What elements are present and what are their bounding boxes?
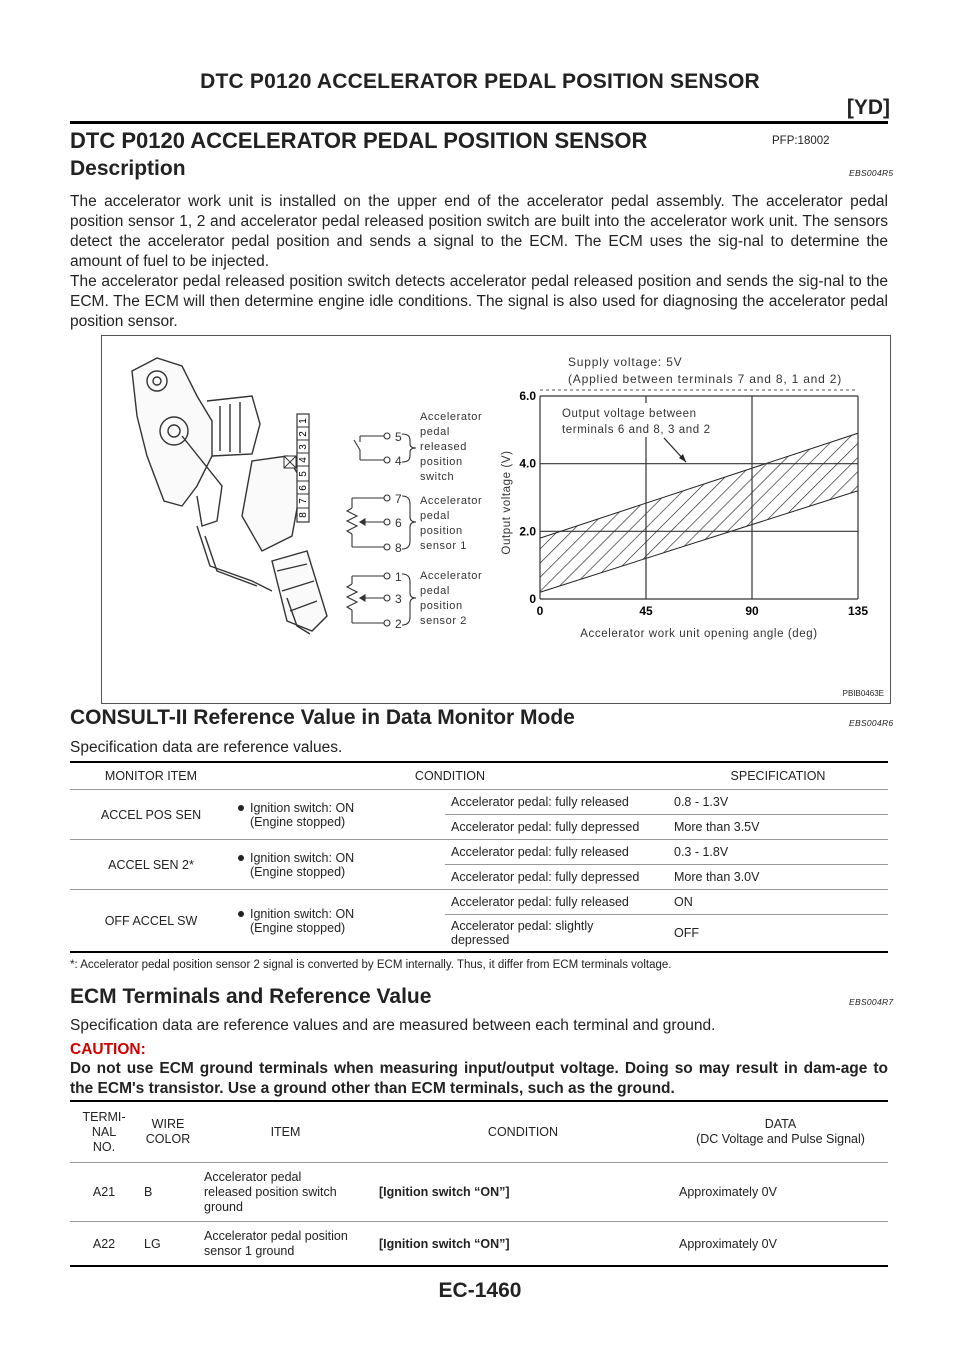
y-tick-label: 6.0 [519,389,536,403]
table-row [70,1222,888,1267]
connector-pin-6: 6 [298,485,309,491]
sensor1-label-line: position [420,525,463,537]
consult-code: EBS004R6 [849,718,894,728]
monitor-item: ACCEL POS SEN [70,790,232,840]
part-number: PFP:18002 [772,135,830,147]
wire-color: LG [138,1222,198,1267]
y-tick-label: 4.0 [519,456,536,471]
header-rule [70,121,888,124]
output-voltage-chart [501,355,868,640]
item: Accelerator pedal released position switch ground [198,1163,373,1222]
ecm-intro: Specification data are reference values and are measured between each terminal and ground. [70,1017,716,1034]
condition-cell [232,790,445,840]
connector-pin-2: 2 [298,431,309,437]
sensor2-pin-1: 1 [395,570,402,584]
col-data: DATA (DC Voltage and Pulse Signal) [673,1101,888,1163]
x-tick-label: 0 [536,604,544,618]
annotation-line: Output voltage between [562,408,697,420]
sensor2-pin-2: 2 [395,617,402,631]
sub-condition: Accelerator pedal: fully released [445,840,668,865]
ecm-code: EBS004R7 [849,997,894,1007]
switch-label-line: Accelerator [420,411,483,423]
monitor-item: OFF ACCEL SW [70,890,232,953]
table-footnote: *: Accelerator pedal position sensor 2 signal is converted by ECM internally. Thus, it differ from ECM terminals voltage. [70,959,672,971]
table-row [70,1163,888,1222]
y-tick-label: 0 [529,592,536,606]
spec-value: ON [668,890,888,915]
y-tick-label: 2.0 [519,524,536,539]
chart-title: Supply voltage: 5V [568,355,683,369]
data-value: Approximately 0V [673,1222,888,1267]
item: Accelerator pedal position sensor 1 ground [198,1222,373,1267]
sensor2-pin-3: 3 [395,592,402,606]
condition-cell [232,890,445,953]
page-number: EC-1460 [438,1279,522,1302]
caution-title: CAUTION: [70,1041,146,1058]
ecm-heading: ECM Terminals and Reference Value [70,985,432,1008]
sub-condition: Accelerator pedal: fully depressed [445,865,668,890]
caution-text: Do not use ECM ground terminals when measuring input/output voltage. Doing so may result in dam-age to the ECM's transistor. Use a ground other than ECM terminals, such as the ground. [70,1060,888,1097]
figure-id: PBIB0463E [842,689,884,698]
connector-pin-7: 7 [298,498,309,504]
figure-box [101,335,891,704]
annotation-line: terminals 6 and 8, 3 and 2 [562,424,711,436]
table-row [70,840,888,865]
col-terminal-no: TERMI- NAL NO. [70,1101,138,1163]
x-tick-label: 135 [847,604,869,618]
switch-label-line: position [420,456,463,468]
sensor2-label [420,569,482,629]
col-specification: SPECIFICATION [668,762,888,790]
monitor-item: ACCEL SEN 2* [70,840,232,890]
description-code: EBS004R5 [849,168,894,178]
switch-label-line: pedal [420,426,450,438]
col-condition: CONDITION [232,762,668,790]
sub-condition: Accelerator pedal: fully released [445,790,668,815]
data-value: Approximately 0V [673,1163,888,1222]
spec-value: OFF [668,915,888,953]
sensor1-pin-7: 7 [395,492,402,506]
condition-text: Ignition switch: ON (Engine stopped) [250,850,355,879]
running-header-code: [YD] [846,96,890,119]
bullet-icon [238,805,244,811]
ecm-table [70,1100,888,1267]
sensor2-label-line: pedal [420,585,450,597]
spec-value: 0.3 - 1.8V [668,840,888,865]
bullet-icon [238,911,244,917]
x-tick-label: 90 [745,604,759,618]
chart-subtitle: (Applied between terminals 7 and 8, 1 and 2) [568,372,843,386]
condition-text: Ignition switch: ON (Engine stopped) [250,800,355,829]
bullet-icon [238,855,244,861]
sensor2-label-line: sensor 2 [420,615,467,627]
sensor1-label-line: sensor 1 [420,540,467,552]
y-axis-label: Output voltage (V) [501,450,513,555]
spec-value: More than 3.0V [668,865,888,890]
switch-pin-5: 5 [395,430,402,444]
switch-label-line: released [420,441,467,453]
sensor1-schematic [347,495,416,550]
x-tick-label: 45 [639,604,653,618]
sensor2-label-line: position [420,600,463,612]
table-header-row [70,762,888,790]
table-row [70,790,888,815]
switch-pin-4: 4 [395,454,402,468]
condition-text: Ignition switch: ON (Engine stopped) [250,906,355,935]
connector-pin-5: 5 [298,471,309,477]
switch-schematic [354,433,416,463]
sensor1-label-line: Accelerator [420,495,483,507]
sensor1-pin-8: 8 [395,541,402,555]
connector-pin-3: 3 [298,444,309,450]
table-row [70,890,888,915]
x-axis-label: Accelerator work unit opening angle (deg) [580,628,818,640]
condition: [Ignition switch “ON”] [373,1222,673,1267]
connector-pin-4: 4 [298,457,309,463]
description-heading: Description [70,157,186,180]
connector-pin-1: 1 [298,418,309,424]
col-item: ITEM [198,1101,373,1163]
output-voltage-band [540,433,858,592]
condition-cell [232,840,445,890]
spec-value: More than 3.5V [668,815,888,840]
running-header-title: DTC P0120 ACCELERATOR PEDAL POSITION SENSOR [200,70,760,93]
sub-condition: Accelerator pedal: slightly depressed [445,915,668,953]
col-monitor-item: MONITOR ITEM [70,762,232,790]
sensor1-label-line: pedal [420,510,450,522]
table-header-row [70,1101,888,1163]
spec-value: 0.8 - 1.3V [668,790,888,815]
sub-condition: Accelerator pedal: fully depressed [445,815,668,840]
sensor2-label-line: Accelerator [420,570,483,582]
consult-heading: CONSULT-II Reference Value in Data Monitor Mode [70,706,575,729]
sub-condition: Accelerator pedal: fully released [445,890,668,915]
switch-label [420,410,482,485]
switch-label-line: switch [420,471,455,483]
figure-svg [102,336,890,703]
connector-pin-8: 8 [298,512,309,518]
condition: [Ignition switch “ON”] [373,1163,673,1222]
description-paragraph-1: The accelerator work unit is installed on the upper end of the accelerator pedal assembly. The accelerator pedal position sensor 1, 2 and accelerator pedal released position switch are built into the accelerator work unit. The sensors detect the accelerator pedal position and sends a signal to the ECM. The ECM uses the sig-nal to determine the amount of fuel to be injected. [70,193,888,270]
sensor2-schematic [347,573,416,626]
consult-table [70,761,888,953]
sensor1-label [420,494,482,554]
description-text [70,192,888,332]
wire-color: B [138,1163,198,1222]
description-paragraph-2: The accelerator pedal released position switch detects accelerator pedal released position and sends the sig-nal to the ECM. The ECM will then determine engine idle conditions. The signal is also used for diagnosing the accelerator pedal position sensor. [70,273,888,330]
col-condition: CONDITION [373,1101,673,1163]
sensor1-pin-6: 6 [395,516,402,530]
consult-intro: Specification data are reference values. [70,739,343,756]
terminal-no: A21 [70,1163,138,1222]
terminal-no: A22 [70,1222,138,1267]
main-title: DTC P0120 ACCELERATOR PEDAL POSITION SENSOR [70,128,648,153]
col-wire-color: WIRE COLOR [138,1101,198,1163]
